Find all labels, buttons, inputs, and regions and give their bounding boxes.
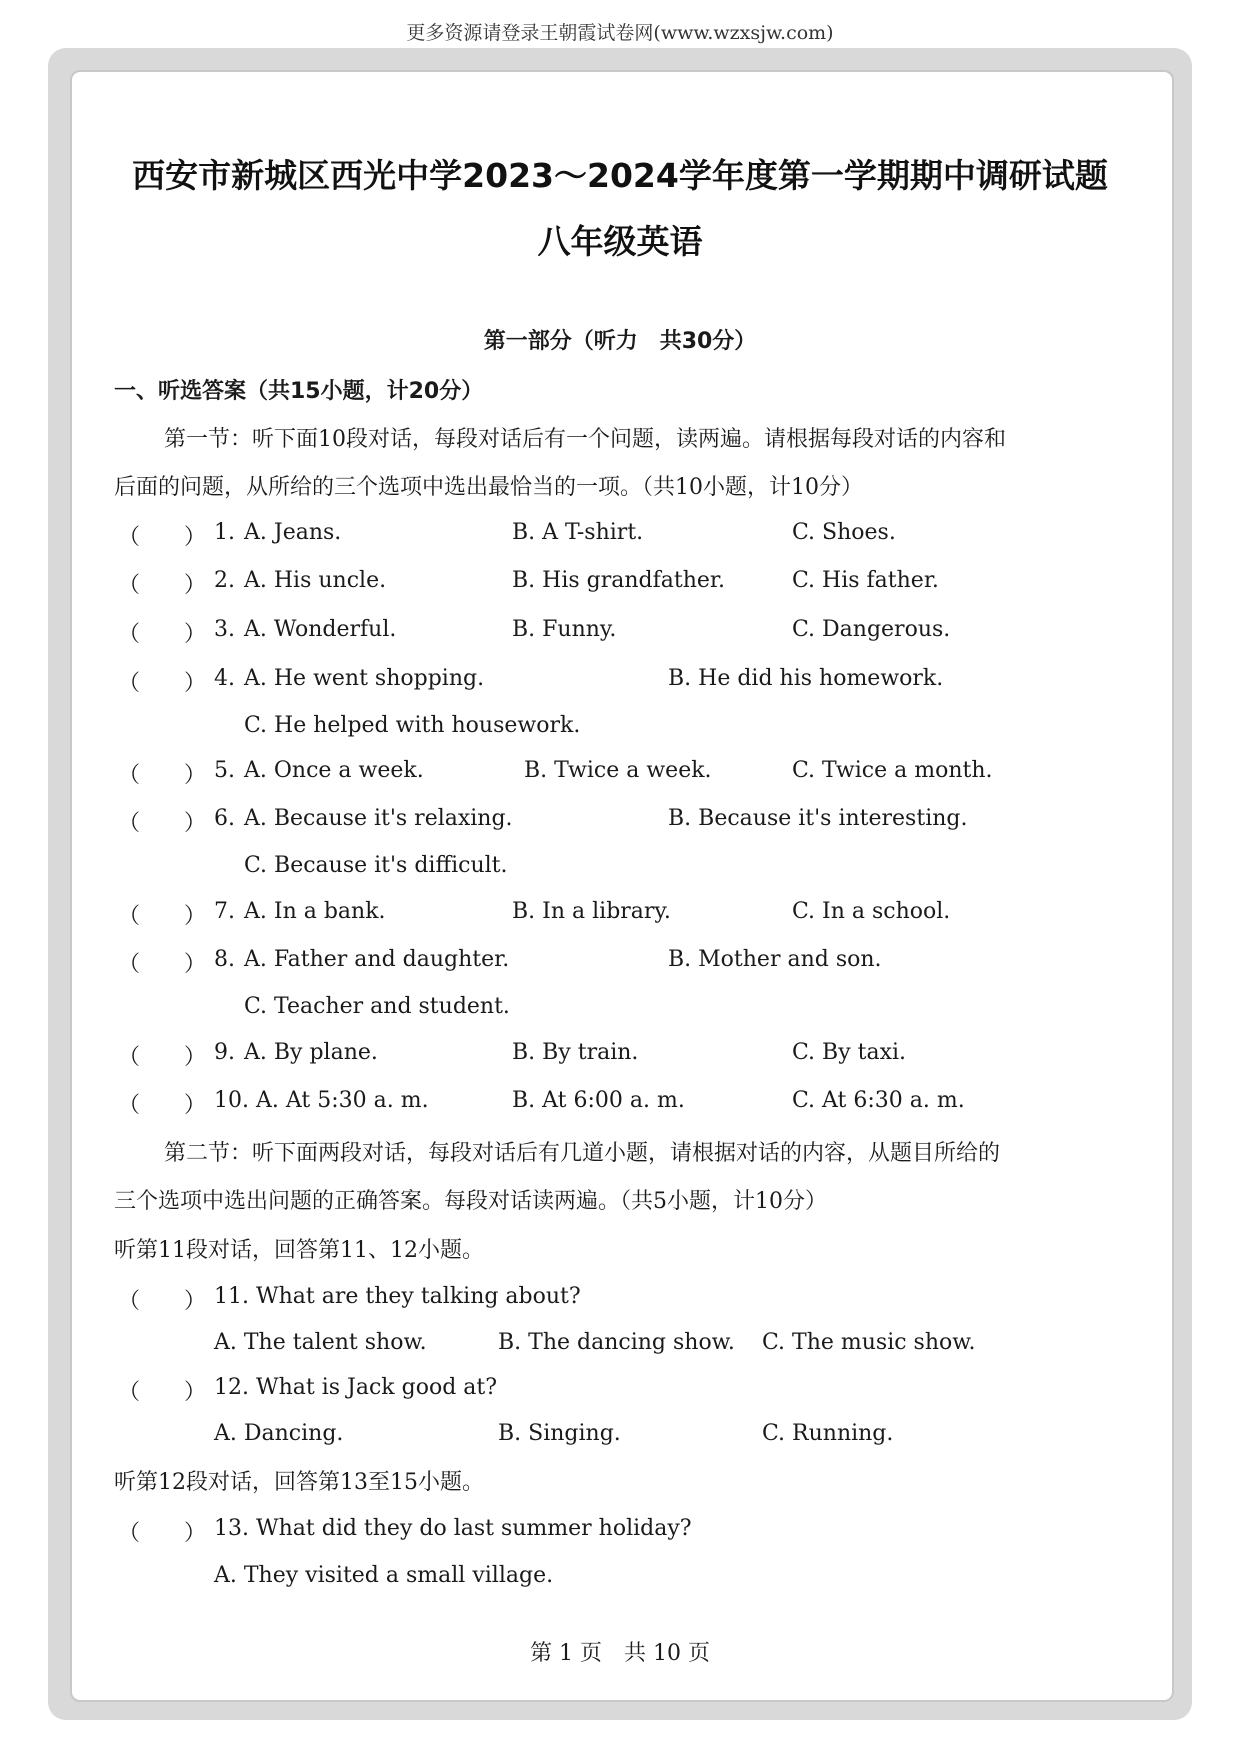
option-c: C. Twice a month. [792,758,993,783]
dialog-11-note: 听第11段对话，回答第11、12小题。 [114,1238,484,1263]
part1-header: 第一部分（听力 共30分） [483,329,757,354]
question-number: 1. [214,520,235,545]
section2-intro-line2: 三个选项中选出问题的正确答案。每段对话读两遍。（共5小题，计10分） [114,1189,827,1214]
option-c: C. In a school. [792,899,951,924]
option-c: C. Dangerous. [792,617,951,642]
answer-blank[interactable]: （ ） [118,525,207,550]
option-b: B. Twice a week. [524,758,712,783]
question-number: 10. [214,1088,249,1113]
option-b: B. By train. [512,1040,639,1065]
question-number: 7. [214,899,235,924]
option-c: C. By taxi. [792,1040,907,1065]
exam-subtitle: 八年级英语 [537,222,703,261]
option-c: C. Running. [762,1421,894,1446]
answer-blank[interactable]: （ ） [118,1045,207,1070]
page-top-note: 更多资源请登录王朝霞试卷网(www.wzxsjw.com) [406,22,834,44]
option-a: A. In a bank. [244,899,386,924]
answer-blank[interactable]: （ ） [118,904,207,929]
page-footer: 第 1 页 共 10 页 [530,1641,710,1666]
option-a: A. Once a week. [244,758,424,783]
option-b: B. In a library. [512,899,671,924]
option-a: A. Father and daughter. [244,947,510,972]
question-stem: What is Jack good at? [256,1375,498,1400]
question-number: 5. [214,758,235,783]
question-number: 8. [214,947,235,972]
option-a: A. He went shopping. [244,666,485,691]
question-number: 4. [214,666,235,691]
option-b: B. His grandfather. [512,568,726,593]
question-stem: What are they talking about? [256,1284,581,1309]
answer-blank[interactable]: （ ） [118,811,207,836]
option-a: A. Because it's relaxing. [244,806,513,831]
answer-blank[interactable]: （ ） [118,671,207,696]
option-a: A. His uncle. [244,568,387,593]
answer-blank[interactable]: （ ） [118,622,207,647]
page-frame-inner [70,70,1174,1702]
question-stem: What did they do last summer holiday? [256,1516,692,1541]
option-b: B. A T-shirt. [512,520,644,545]
option-b: B. Funny. [512,617,617,642]
option-b: B. He did his homework. [668,666,944,691]
section2-intro-line1: 第二节：听下面两段对话，每段对话后有几道小题，请根据对话的内容，从题目所给的 [164,1141,1001,1166]
answer-blank[interactable]: （ ） [118,573,207,598]
option-b: B. The dancing show. [498,1330,735,1355]
option-c: C. Shoes. [792,520,896,545]
option-b: B. Singing. [498,1421,621,1446]
answer-blank[interactable]: （ ） [118,1093,207,1118]
question-number: 6. [214,806,235,831]
section1-intro-line2: 后面的问题，从所给的三个选项中选出最恰当的一项。（共10小题，计10分） [114,475,863,500]
option-a: A. Wonderful. [244,617,397,642]
section1-header: 一、听选答案（共15小题，计20分） [114,379,484,404]
option-a: A. At 5:30 a. m. [256,1088,429,1113]
option-c: C. Because it's difficult. [244,853,508,878]
option-b: B. Mother and son. [668,947,882,972]
option-a: A. Dancing. [214,1421,344,1446]
question-number: 13. [214,1516,249,1541]
question-number: 12. [214,1375,249,1400]
answer-blank[interactable]: （ ） [118,1521,207,1546]
option-c: C. At 6:30 a. m. [792,1088,965,1113]
question-number: 2. [214,568,235,593]
question-number: 11. [214,1284,249,1309]
option-b: B. At 6:00 a. m. [512,1088,685,1113]
option-b: B. Because it's interesting. [668,806,968,831]
question-number: 3. [214,617,235,642]
answer-blank[interactable]: （ ） [118,1289,207,1314]
option-a: A. By plane. [244,1040,378,1065]
exam-title: 西安市新城区西光中学2023～2024学年度第一学期期中调研试题 [132,156,1108,195]
option-a: A. The talent show. [214,1330,427,1355]
option-c: C. His father. [792,568,939,593]
section1-intro-line1: 第一节：听下面10段对话，每段对话后有一个问题，读两遍。请根据每段对话的内容和 [164,427,1006,452]
option-a: A. They visited a small village. [214,1563,554,1588]
answer-blank[interactable]: （ ） [118,952,207,977]
option-c: C. He helped with housework. [244,713,581,738]
dialog-12-note: 听第12段对话，回答第13至15小题。 [114,1470,484,1495]
answer-blank[interactable]: （ ） [118,1380,207,1405]
answer-blank[interactable]: （ ） [118,763,207,788]
question-number: 9. [214,1040,235,1065]
option-c: C. The music show. [762,1330,976,1355]
option-c: C. Teacher and student. [244,994,510,1019]
option-a: A. Jeans. [244,520,342,545]
